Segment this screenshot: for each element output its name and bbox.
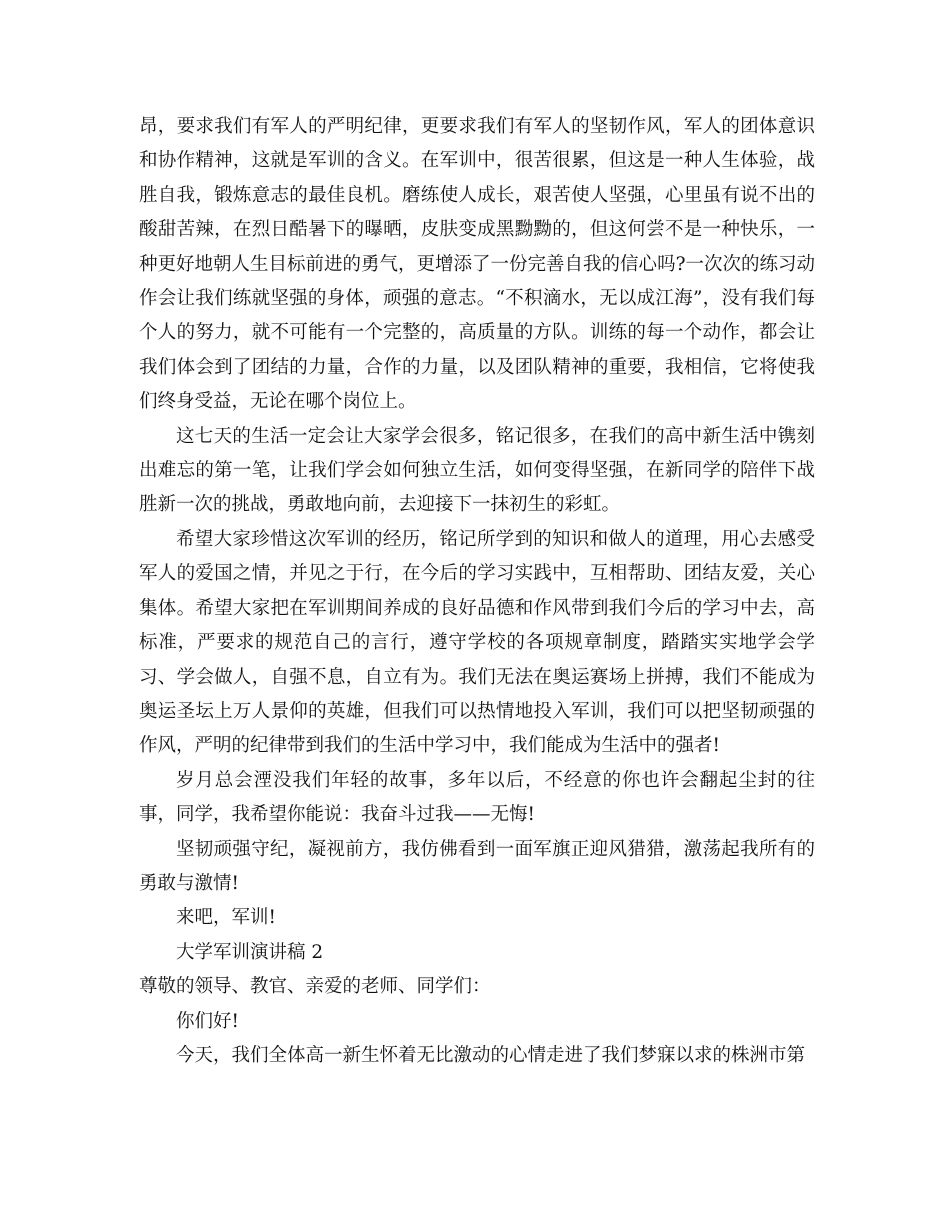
document-body <box>139 110 815 1073</box>
paragraph-military-training-meaning: 昂，要求我们有军人的严明纪律，更要求我们有军人的坚韧作风，军人的团体意识和协作精神，这就是军训的含义。在军训中，很苦很累，但这是一种人生体验，战胜自我，锻炼意志的最佳良机。磨练使人成长，艰苦使人坚强，心里虽有说不出的酸甜苦辣，在烈日酷暑下的曝晒，皮肤变成黑黝黝的，但这何尝不是一种快乐，一种更好地朝人生目标前进的勇气，更增添了一份完善自我的信心吗?一次次的练习动作会让我们练就坚强的身体，顽强的意志。“不积滴水，无以成江海”，没有我们每个人的努力，就不可能有一个完整的，高质量的方队。训练的每一个动作，都会让我们体会到了团结的力量，合作的力量，以及团队精神的重要，我相信，它将使我们终身受益，无论在哪个岗位上。 <box>139 116 815 413</box>
paragraph-military-flag: 坚韧顽强守纪，凝视前方，我仿佛看到一面军旗正迎风猎猎，激荡起我所有的勇敢与激情! <box>139 838 815 894</box>
paragraph-years-later: 岁月总会湮没我们年轻的故事，多年以后，不经意的你也许会翻起尘封的往事，同学，我希望你能说：我奋斗过我——无悔! <box>139 769 815 826</box>
paragraph-come-on-training: 来吧，军训! <box>176 907 276 929</box>
paragraph-seven-days: 这七天的生活一定会让大家学会很多，铭记很多，在我们的高中新生活中镌刻出难忘的第一笔，让我们学会如何独立生活，如何变得坚强，在新同学的陪伴下战胜新一次的挑战，勇敢地向前，去迎接下一抹初生的彩虹。 <box>139 425 815 516</box>
paragraph-cherish-experience: 希望大家珍惜这次军训的经历，铭记所学到的知识和做人的道理，用心去感受军人的爱国之情，并见之于行，在今后的学习实践中，互相帮助、团结友爱，关心集体。希望大家把在军训期间养成的良好品德和作风带到我们今后的学习中去，高标准，严要求的规范自己的言行，遵守学校的各项规章制度，踏踏实实地学会学习、学会做人，自强不息，自立有为。我们无法在奥运赛场上拼搏，我们不能成为奥运圣坛上万人景仰的英雄，但我们可以热情地投入军训，我们可以把坚韧顽强的作风，严明的纪律带到我们的生活中学习中，我们能成为生活中的强者! <box>139 528 815 757</box>
speech-salutation: 尊敬的领导、教官、亲爱的老师、同学们： <box>139 976 491 998</box>
paragraph-today-freshmen: 今天，我们全体高一新生怀着无比激动的心情走进了我们梦寐以求的株洲市第 <box>176 1044 806 1066</box>
speech-greeting: 你们好! <box>176 1010 239 1032</box>
speech-heading-2: 大学军训演讲稿 2 <box>176 941 324 963</box>
